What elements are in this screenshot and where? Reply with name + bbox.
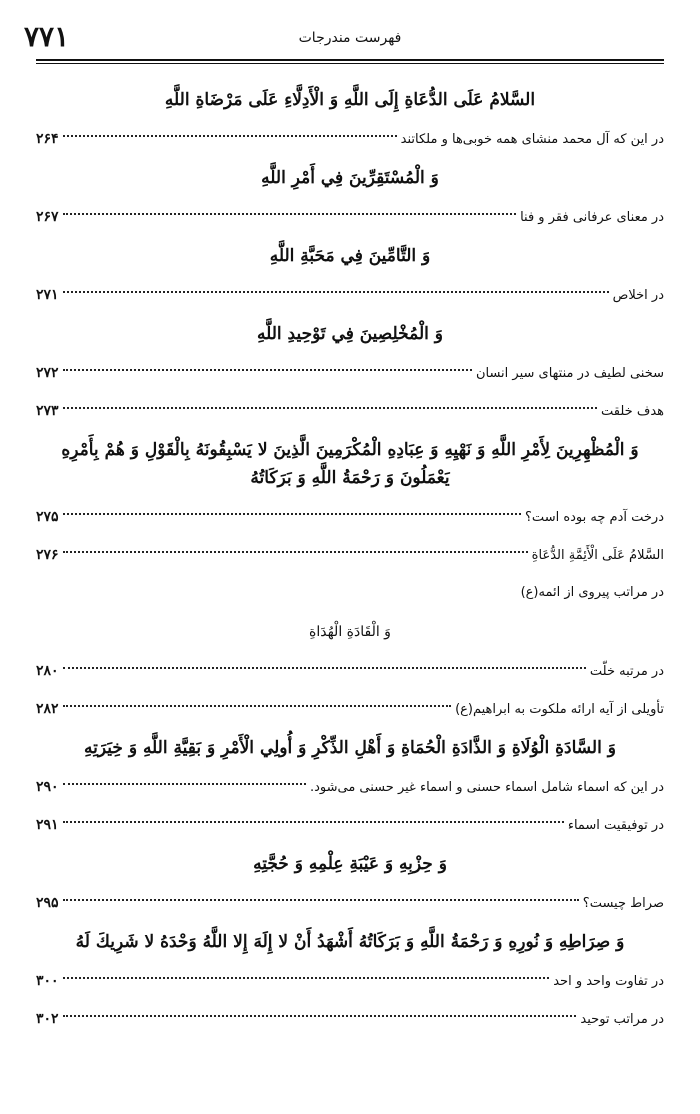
entry-title: صراط چیست؟ (582, 896, 664, 911)
header-rule-thin (36, 63, 664, 64)
entry-title: در اخلاص (612, 288, 664, 303)
page-number: ۷۷۱ (24, 20, 70, 53)
dot-leader (63, 407, 597, 409)
toc-entry (36, 658, 664, 684)
toc-entry (36, 126, 664, 152)
toc-entry (36, 398, 664, 424)
entry-page-number: ۳۰۲ (36, 1011, 59, 1027)
toc-entry (36, 696, 664, 722)
toc-entry (36, 812, 664, 838)
dot-leader (63, 513, 521, 515)
entry-page-number: ۳۰۰ (36, 973, 59, 989)
entry-page-number: ۲۶۴ (36, 131, 59, 147)
entry-page-number: ۲۸۰ (36, 663, 59, 679)
entry-page-number: ۲۷۶ (36, 547, 59, 563)
toc-entry (36, 890, 664, 916)
header-rule-thick (36, 59, 664, 61)
entry-title: سخنی لطیف در منتهای سیر انسان (475, 366, 664, 381)
toc-entry (36, 204, 664, 230)
dot-leader (63, 783, 306, 785)
section-heading: وَ الْمُخْلِصِينَ فِي تَوْحِيدِ اللَّهِ (256, 324, 444, 344)
dot-leader (63, 551, 528, 553)
entry-page-number: ۲۷۵ (36, 509, 59, 525)
entry-page-number: ۲۷۱ (36, 287, 59, 303)
toc-entry (36, 282, 664, 308)
entry-title: در مرتبه خلّت (589, 664, 664, 679)
toc-entry (36, 542, 664, 568)
section-heading: وَ صِرَاطِهِ وَ نُورِهِ وَ رَحْمَةُ اللَّهِ وَ بَرَكَاتُهُ أَشْهَدُ أَنْ لا إِلَهَ إِلا اللَّهُ وَحْدَهُ لا شَرِيكَ لَهُ (75, 932, 625, 952)
entry-title: در مراتب توحید (580, 1012, 664, 1027)
table-of-contents (36, 80, 664, 1044)
section-heading: السَّلامُ عَلَى الدُّعَاةِ إِلَى اللَّهِ وَ الْأَدِلَّاءِ عَلَى مَرْضَاةِ اللَّهِ (164, 90, 536, 110)
entry-page-number: ۲۹۰ (36, 779, 59, 795)
section-heading: وَ حِزْبِهِ وَ عَيْبَةِ عِلْمِهِ وَ حُجَّتِهِ (253, 854, 447, 874)
toc-entry (36, 774, 664, 800)
entry-page-number: ۲۹۵ (36, 895, 59, 911)
entry-title: در مراتب پیروی از ائمه(ع) (520, 585, 664, 600)
entry-page-number: ۲۷۲ (36, 365, 59, 381)
entry-page-number: ۲۸۲ (36, 701, 59, 717)
dot-leader (63, 705, 452, 707)
toc-entry (36, 360, 664, 386)
entry-title: هدف خلقت (601, 404, 664, 419)
entry-page-number: ۲۷۳ (36, 403, 59, 419)
dot-leader (63, 667, 586, 669)
dot-leader (63, 213, 517, 215)
dot-leader (63, 1015, 577, 1017)
dot-leader (63, 977, 550, 979)
section-heading: وَ الْمُظْهِرِينَ لِأَمْرِ اللَّهِ وَ نَهْيِهِ وَ عِبَادِهِ الْمُكْرَمِينَ الَّذِينَ لا يَسْبِقُونَهُ بِالْقَوْلِ وَ هُمْ بِأَمْرِهِ يَعْمَلُونَ وَ رَحْمَةُ اللَّهِ وَ بَرَكَاتُهُ (61, 440, 639, 488)
toc-entry (36, 1006, 664, 1032)
dot-leader (63, 291, 609, 293)
entry-title: السَّلامُ عَلَى الْأَئِمَّةِ الدُّعَاةِ (531, 548, 664, 563)
dot-leader (63, 899, 579, 901)
dot-leader (63, 369, 472, 371)
entry-page-number: ۲۹۱ (36, 817, 59, 833)
section-heading: وَ الْمُسْتَقِرِّينَ فِي أَمْرِ اللَّهِ (261, 168, 439, 188)
entry-title: تأویلی از آیه ارائه ملکوت به ابراهیم(ع) (455, 702, 664, 717)
entry-title: در این که اسماء شامل اسماء حسنی و اسماء غیر حسنی می‌شود. (309, 780, 664, 795)
section-heading: وَ السَّادَةِ الْوُلَاةِ وَ الذَّادَةِ الْحُمَاةِ وَ أَهْلِ الذِّكْرِ وَ أُولِي الْأَمْرِ وَ بَقِيَّةِ اللَّهِ وَ خِيَرَتِهِ (84, 738, 616, 758)
entry-title: درخت آدم چه بوده است؟ (525, 510, 664, 525)
toc-entry (36, 504, 664, 530)
section-heading: وَ التَّامِّينَ فِي مَحَبَّةِ اللَّهِ (269, 246, 431, 266)
entry-title: در تفاوت واحد و احد (553, 974, 664, 989)
running-title: فهرست مندرجات (298, 30, 402, 46)
toc-entry (36, 968, 664, 994)
entry-page-number: ۲۶۷ (36, 209, 59, 225)
entry-title: در معنای عرفانی فقر و فنا (520, 210, 664, 225)
toc-entry (36, 580, 664, 606)
dot-leader (63, 821, 564, 823)
dot-leader (63, 135, 397, 137)
entry-title: در توفیقیت اسماء (567, 818, 664, 833)
entry-title: در این که آل محمد منشای همه خوبی‌ها و ملکاتند (400, 132, 664, 147)
section-heading: وَ الْقَادَةِ الْهُدَاةِ (309, 624, 391, 640)
